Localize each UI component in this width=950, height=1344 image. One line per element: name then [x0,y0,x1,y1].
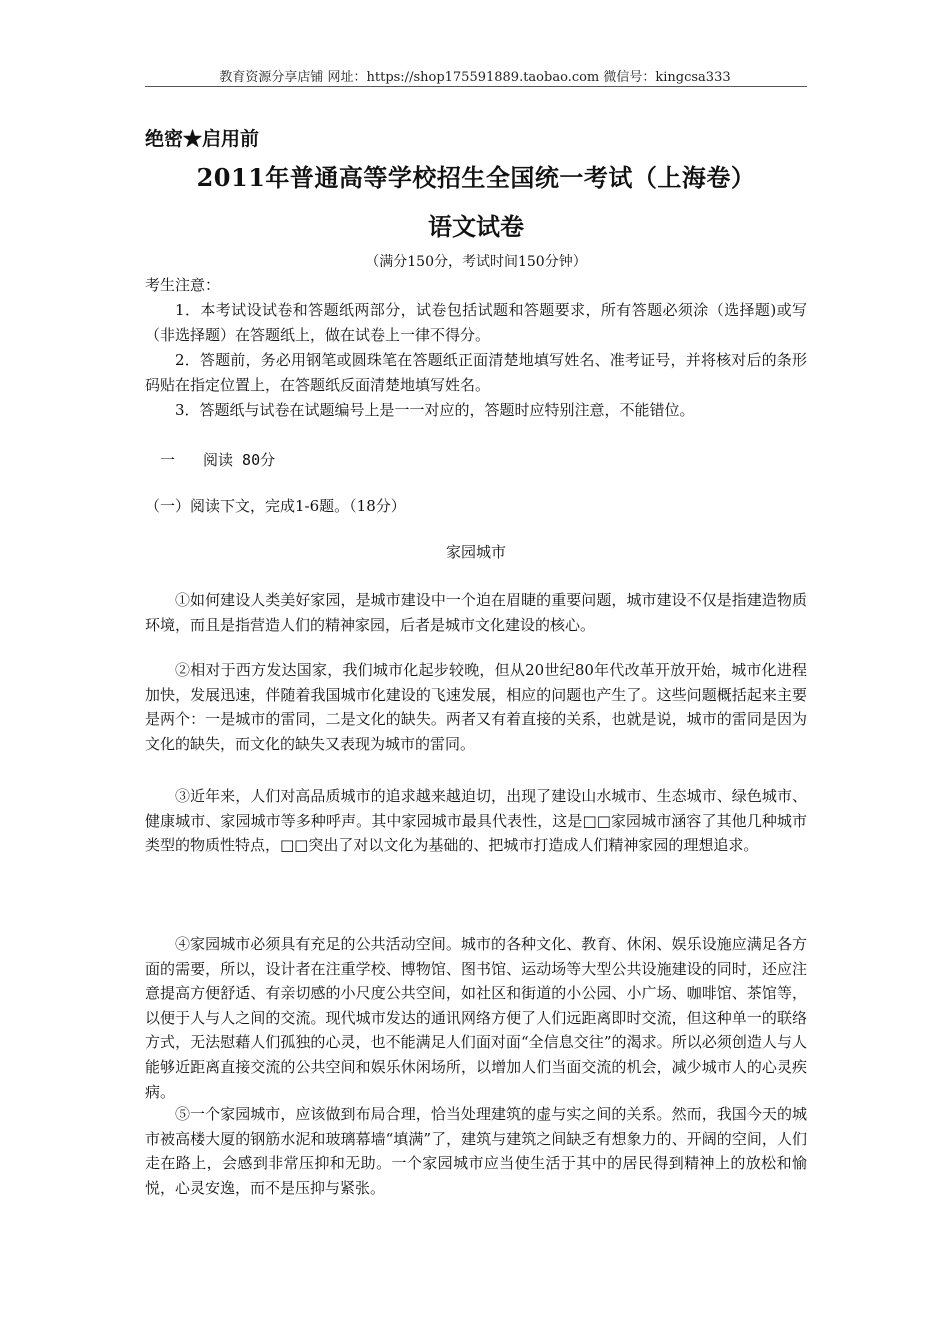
article-paragraph: ④家园城市必须具有充足的公共活动空间。城市的各种文化、教育、休闲、娱乐设施应满足各方面的需要，所以，设计者在注重学校、博物馆、图书馆、运动场等大型公共设施建设的同时，还应注意提高方便舒适、有亲切感的小尺度公共空间，如社区和街道的小公园、小广场、咖啡馆、茶馆等，以便于人与人之间的交流。现代城市发达的通讯网络方便了人们远距离即时交流，但这种单一的联络方式，无法慰藉人们孤独的心灵，也不能满足人们面对面“全信息交往”的渴求。所以必须创造人与人能够近距离直接交流的公共空间和娱乐休闲场所，以增加人们当面交流的机会，减少城市人的心灵疾病。 [145,935,807,1101]
section-heading [160,449,303,470]
section-label: 阅读 80分 [203,451,276,469]
secret-label: 绝密★启用前 [145,128,260,150]
article-paragraph: ②相对于西方发达国家，我们城市化起步较晚，但从20世纪80年代改革开放开始，城市化进程加快，发展迅速，伴随着我国城市化建设的飞速发展，相应的问题也产生了。这些问题概括起来主要是两个：一是城市的雷同，二是文化的缺失。两者又有着直接的关系，也就是说，城市的雷同是因为文化的缺失，而文化的缺失又表现为城市的雷同。 [145,661,807,753]
notice-list [145,298,807,423]
notice-item: 2．答题前，务必用钢笔或圆珠笔在答题纸正面清楚地填写姓名、准考证号，并将核对后的条形码贴在指定位置上，在答题纸反面清楚地填写姓名。 [145,351,807,394]
article-title: 家园城市 [445,543,506,561]
article-paragraph: ③近年来，人们对高品质城市的追求越来越迫切，出现了建设山水城市、生态城市、绿色城市、健康城市、家园城市等多种呼声。其中家园城市最具代表性，这是□□家园城市涵容了其他几种城市类型的物质性特点，□□突出了对以文化为基础的、把城市打造成人们精神家园的理想追求。 [145,787,807,855]
notice-title: 考生注意： [145,276,221,294]
exam-title: 2011年普通高等学校招生全国统一考试（上海卷） [196,163,756,192]
notice-item: 1．本考试设试卷和答题纸两部分，试卷包括试题和答题要求，所有答题必须涂（选择题)或写（非选择题）在答题纸上，做在试卷上一律不得分。 [145,301,807,344]
page-header: 教育资源分享店铺 网址：https://shop175591889.taobao.com 微信号：kingcsa333 [219,70,731,85]
score-note: （满分150分，考试时间150分钟） [365,254,587,270]
article-paragraph: ⑤一个家园城市，应该做到布局合理，恰当处理建筑的虚与实之间的关系。然而，我国今天的城市被高楼大厦的钢筋水泥和玻璃幕墙“填满”了，建筑与建筑之间缺乏有想象力的、开阔的空间，人们走在路上，会感到非常压抑和无助。一个家园城市应当使生活于其中的居民得到精神上的放松和愉悦，心灵安逸，而不是压抑与紧张。 [145,1105,807,1197]
section-number: 一 [160,451,176,469]
article-paragraph: ①如何建设人类美好家园，是城市建设中一个迫在眉睫的重要问题，城市建设不仅是指建造物质环境，而且是指营造人们的精神家园，后者是城市文化建设的核心。 [145,591,807,634]
notice-item: 3．答题纸与试卷在试题编号上是一一对应的，答题时应特别注意，不能错位。 [175,401,695,419]
header-divider [145,86,807,87]
part-instruction: （一）阅读下文，完成1-6题。（18分） [145,497,406,515]
exam-subject: 语文试卷 [428,212,524,241]
